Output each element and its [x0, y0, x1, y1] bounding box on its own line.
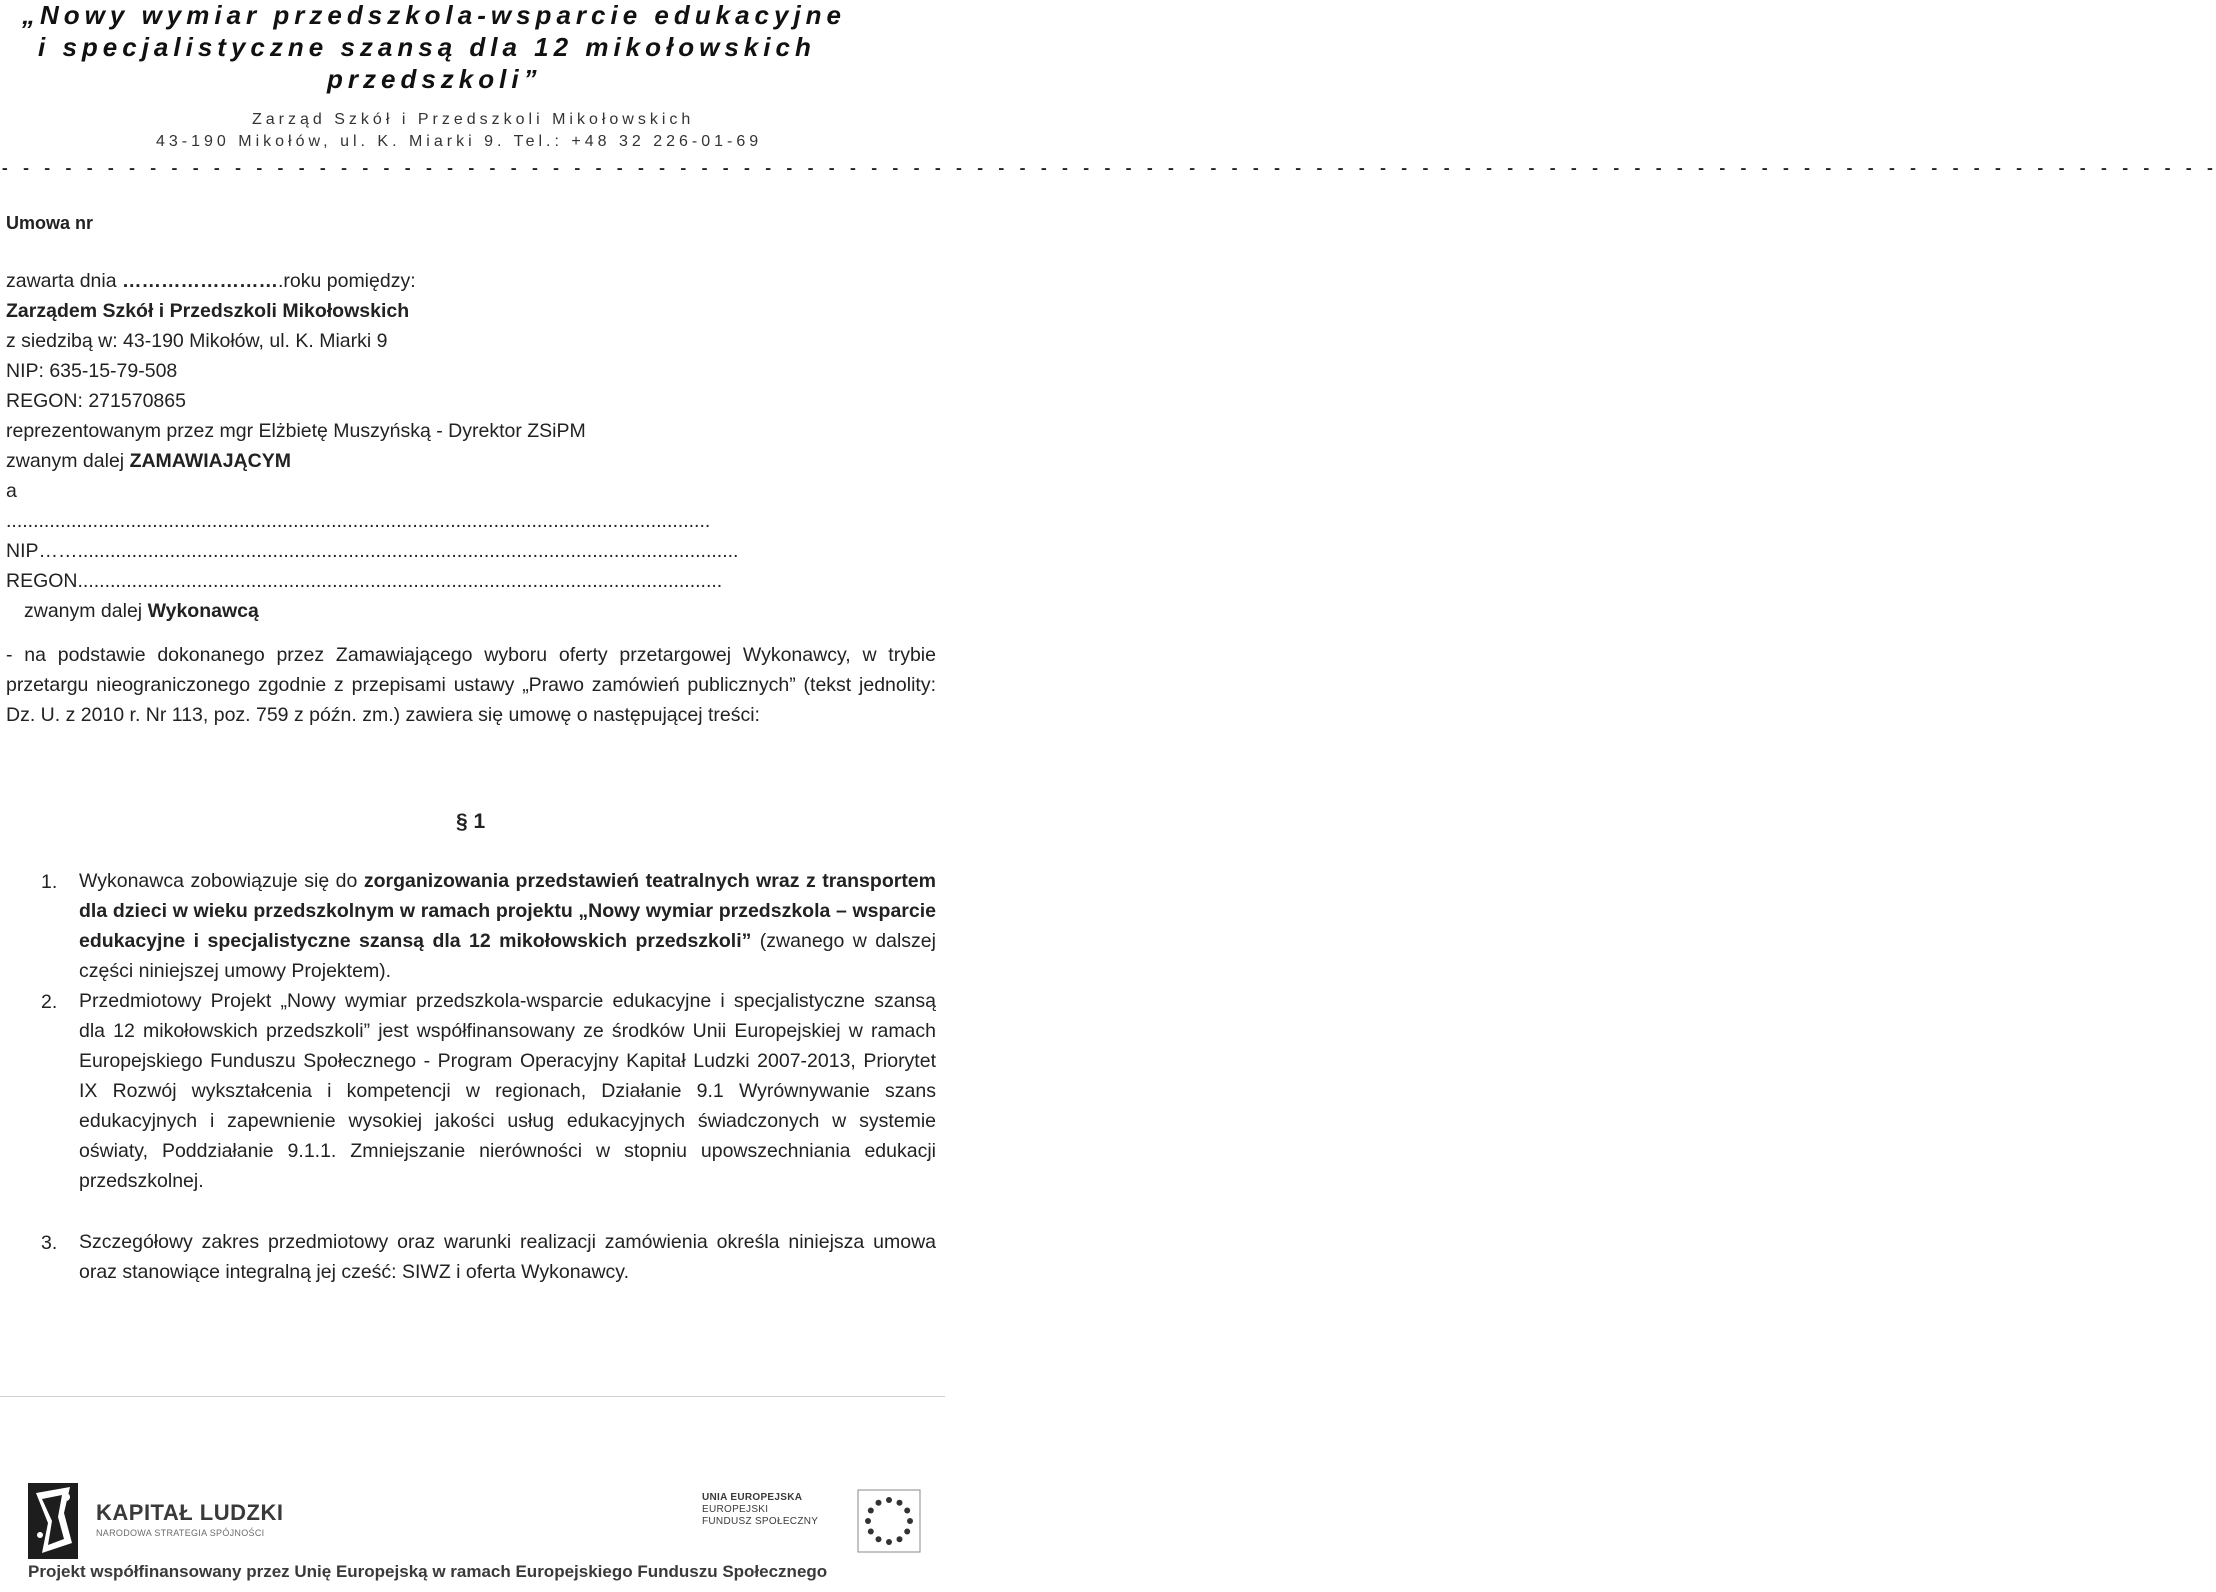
list-item-3: Szczegółowy zakres przedmiotowy oraz warunki realizacji zamówienia określa niniejsza umowa oraz stanowiące integralną jej cześć: SIWZ i oferta Wykonawcy. — [79, 1231, 936, 1283]
eu-flag-stars-icon — [858, 1490, 920, 1552]
party2-regon-blank: REGON....................................................................................................................... — [6, 570, 723, 592]
party1-designation — [6, 450, 291, 473]
cofinancing-tagline: Projekt współfinansowany przez Unię Europejską w ramach Europejskiego Funduszu Społecznego — [28, 1562, 828, 1581]
conjunction-and: a — [6, 480, 17, 502]
party1-nip: NIP: 635-15-79-508 — [6, 360, 178, 382]
section-heading: § 1 — [456, 810, 486, 833]
party2-designation — [24, 600, 259, 623]
header-dashed-divider: - - - - - - - - - - - - - - - - - - - - - - - - - - - - - - - - - - - - - - - - - - - - - - - - - - - - - - - - - - - - - - - - - - - - - - - - - - - - - - - - - - - - - - - - - - - - - - - - - - - - - - - - - — [0, 160, 2216, 178]
party1-name: Zarządem Szkół i Przedszkoli Mikołowskich — [6, 300, 410, 322]
list-item-1-post: (zwanego w dalszej części niniejszej umowy Projektem). — [79, 930, 936, 982]
list-item-number: 3. — [41, 1232, 58, 1254]
contract-intro-paragraph: - na podstawie dokonanego przez Zamawiającego wyboru oferty przetargowej Wykonawcy, w trybie przetargu nieograniczonego zgodnie z przepisami ustawy „Prawo zamówień publicznych” (tekst jednolity: Dz. U. z 2010 r. Nr 113, poz. 759 z późn. zm.) zawiera się umowę o następującej treści: — [6, 644, 936, 726]
list-item-1-pre: Wykonawca zobowiązuje się do — [79, 870, 364, 892]
contract-date-blank: …………………… — [121, 270, 278, 292]
kapital-ludzki-logo-icon — [28, 1483, 78, 1559]
organization-name: Zarząd Szkół i Przedszkoli Mikołowskich — [252, 111, 695, 128]
eu-label-line-3: FUNDUSZ SPOŁECZNY — [702, 1516, 819, 1527]
contract-number-label: Umowa nr — [6, 213, 94, 233]
project-title-line-3: przedszkoli” — [327, 64, 542, 94]
party2-designation-name: Wykonawcą — [147, 600, 259, 622]
kapital-ludzki-subtitle: NARODOWA STRATEGIA SPÓJNOŚCI — [96, 1528, 265, 1538]
party2-name-blank: .................................................................................................................................. — [6, 510, 711, 532]
party2-nip-blank: NIP…….......................................................................................................................... — [6, 540, 739, 562]
contract-date-line — [6, 270, 416, 293]
eu-label-line-1: UNIA EUROPEJSKA — [702, 1492, 803, 1503]
organization-address: 43-190 Mikołów, ul. K. Miarki 9. Tel.: +48 32 226-01-69 — [156, 133, 763, 150]
party1-seat: z siedzibą w: 43-190 Mikołów, ul. K. Miarki 9 — [6, 330, 388, 352]
kapital-ludzki-wordmark: KAPITAŁ LUDZKI — [96, 1500, 284, 1525]
list-item-1-project-bold: zorganizowania przedstawień teatralnych wraz z transportem dla dzieci w wieku przedszkolnym w ramach projektu „Nowy wymiar przedszkola – wsparcie edukacyjne i specjalistyczne szansą dla 12 mikołowskich przedszkoli” — [79, 870, 936, 952]
contract-date-suffix: .roku pomiędzy: — [277, 270, 416, 292]
party1-regon: REGON: 271570865 — [6, 390, 186, 412]
party1-representative: reprezentowanym przez mgr Elżbietę Muszyńską - Dyrektor ZSiPM — [6, 420, 586, 442]
list-item-2: Przedmiotowy Projekt „Nowy wymiar przedszkola-wsparcie edukacyjne i specjalistyczne szansą dla 12 mikołowskich przedszkoli” jest współfinansowany ze środków Unii Europejskiej w ramach Europejskiego Funduszu Społecznego - Program Operacyjny Kapitał Ludzki 2007-2013, Priorytet IX Rozwój wykształcenia i kompetencji w regionach, Działanie 9.1 Wyrównywanie szans edukacyjnych i zapewnienie wysokiej jakości usług edukacyjnych świadczonych w systemie oświaty, Poddziałanie 9.1.1. Zmniejszanie nierówności w stopniu upowszechniania edukacji przedszkolnej. — [79, 990, 936, 1192]
party1-designation-name: ZAMAWIAJĄCYM — [129, 450, 291, 472]
eu-label-line-2: EUROPEJSKI — [702, 1504, 769, 1515]
list-item-number: 2. — [41, 991, 58, 1013]
eu-fund-label — [702, 1492, 842, 1528]
party2-designation-prefix: zwanym dalej — [24, 600, 148, 622]
project-title-line-2: i specjalistyczne szansą dla 12 mikołowskich — [38, 32, 816, 62]
footer-divider — [0, 1396, 945, 1397]
list-item-1 — [79, 866, 936, 986]
party1-designation-prefix: zwanym dalej — [6, 450, 130, 472]
list-item-number: 1. — [41, 871, 58, 893]
contract-date-prefix: zawarta dnia — [6, 270, 122, 292]
project-title-line-1: „Nowy wymiar przedszkola-wsparcie edukacyjne — [22, 0, 847, 30]
